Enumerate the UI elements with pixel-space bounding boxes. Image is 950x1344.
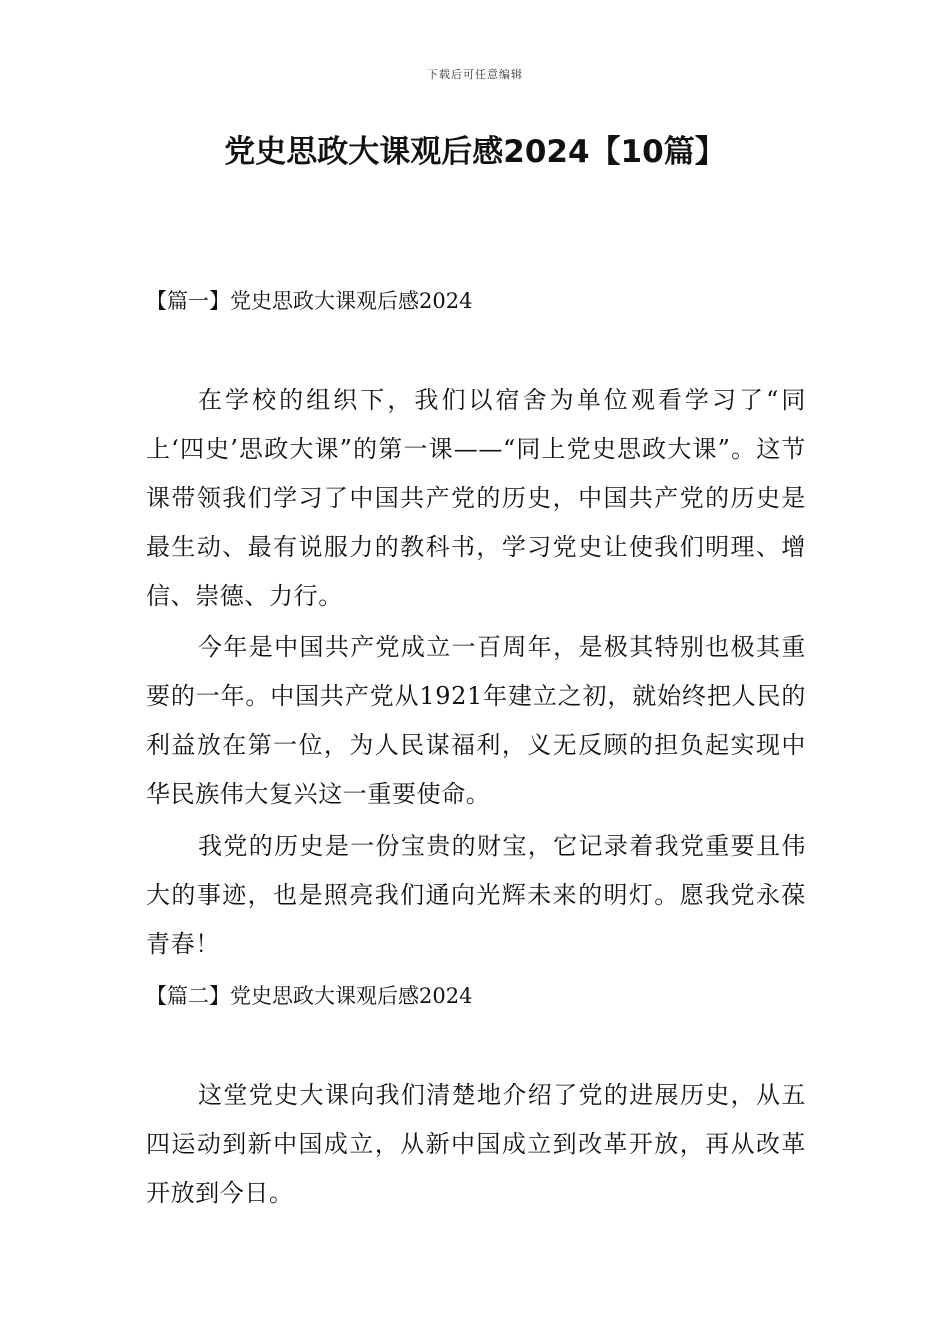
document-title: 党史思政大课观后感2024【10篇】 <box>224 134 726 170</box>
section-heading-2: 【篇二】党史思政大课观后感2024 <box>146 984 473 1008</box>
paragraph-1-2: 今年是中国共产党成立一百周年，是极其特别也极其重要的一年。中国共产党从1921年建立之初，就始终把人民的利益放在第一位，为人民谋福利，义无反顾的担负起实现中华民族伟大复兴这一重要使命。 <box>146 633 806 808</box>
paragraph-1-3: 我党的历史是一份宝贵的财宝，它记录着我党重要且伟大的事迹，也是照亮我们通向光辉未来的明灯。愿我党永葆青春！ <box>146 832 806 958</box>
header-note: 下载后可任意编辑 <box>427 68 523 81</box>
paragraph-2-1: 这堂党史大课向我们清楚地介绍了党的进展历史，从五四运动到新中国成立，从新中国成立到改革开放，再从改革开放到今日。 <box>146 1081 806 1207</box>
paragraph-1-1: 在学校的组织下，我们以宿舍为单位观看学习了“同上‘四史’思政大课”的第一课——“同上党史思政大课”。这节课带领我们学习了中国共产党的历史，中国共产党的历史是最生动、最有说服力的教科书，学习党史让使我们明理、增信、崇德、力行。 <box>146 386 806 610</box>
section-heading-1: 【篇一】党史思政大课观后感2024 <box>146 289 473 313</box>
